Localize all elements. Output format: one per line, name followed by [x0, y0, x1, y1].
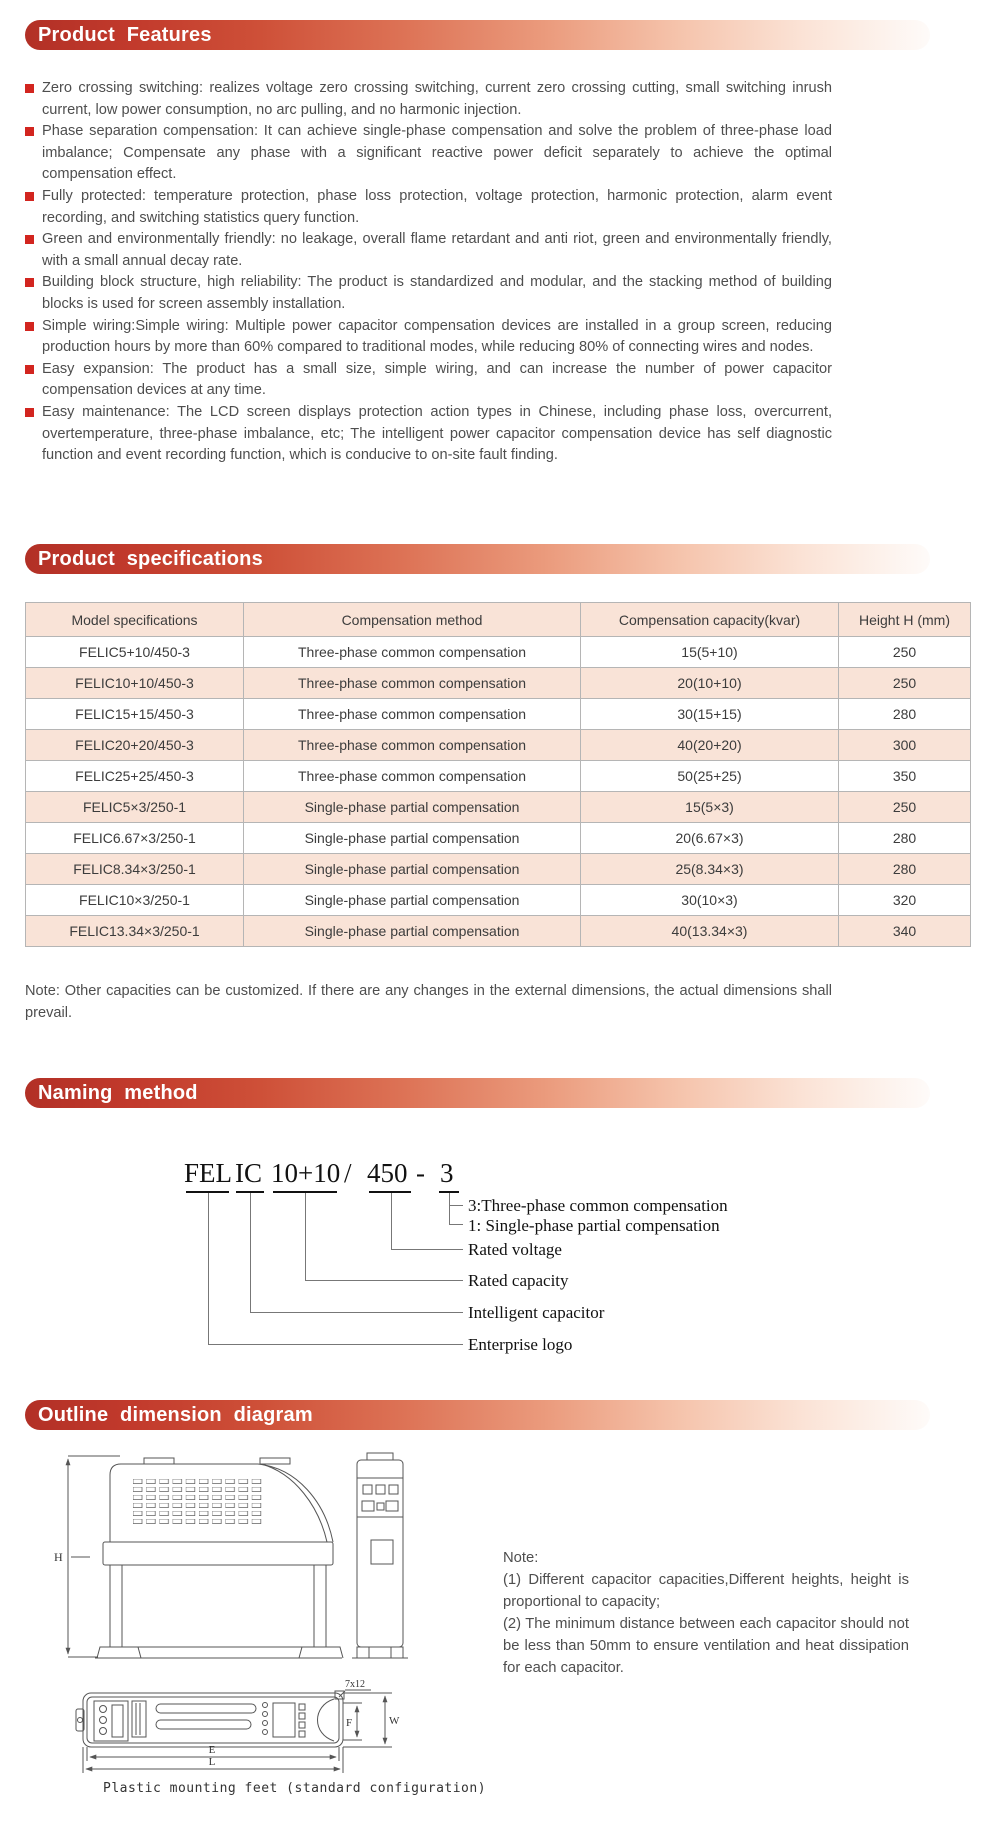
table-row: FELIC10+10/450-3 Three-phase common compensation 20(10+10) 250: [26, 668, 971, 699]
section-title-outline-dimension: Outline dimension diagram: [25, 1400, 930, 1430]
feature-item: Phase separation compensation: It can achieve single-phase compensation and solve the problem of three-phase load imbalance; Compensate any phase with a significant reactive power deficit separately to achieve the optimal compensation effect.: [25, 121, 832, 186]
table-row: FELIC25+25/450-3 Three-phase common compensation 50(25+25) 350: [26, 761, 971, 792]
specifications-note: Note: Other capacities can be customized. If there are any changes in the external dimensions, the actual dimensions shall prevail.: [25, 983, 832, 1021]
table-row: FELIC8.34×3/250-1 Single-phase partial compensation 25(8.34×3) 280: [26, 854, 971, 885]
dimension-label-f: F: [346, 1717, 353, 1729]
mounting-view-drawing: [76, 1690, 392, 1773]
feature-item: Zero crossing switching: realizes voltage zero crossing switching, current zero crossing cutting, small switching inrush current, low power consumption, no arc pulling, and no harmonic injection.: [25, 78, 832, 121]
outline-note-line2: (2) The minimum distance between each capacitor should not be less than 50mm to ensure ventilation and heat dissipation for each capacitor.: [503, 1616, 909, 1676]
col-header-method: Compensation method: [244, 603, 581, 637]
model-segment-dash: -: [416, 1158, 425, 1188]
feature-item: Green and environmentally friendly: no leakage, overall flame retardant and anti riot, green and environmentally friendly, with a small annual decay rate.: [25, 229, 832, 272]
table-row: FELIC10×3/250-1 Single-phase partial compensation 30(10×3) 320: [26, 885, 971, 916]
naming-label-enterprise-logo: Enterprise logo: [468, 1335, 573, 1354]
underline-voltage: [369, 1191, 411, 1193]
naming-label-rated-voltage: Rated voltage: [468, 1240, 562, 1259]
model-segment-phase: 3: [440, 1158, 454, 1188]
col-header-capacity: Compensation capacity(kvar): [581, 603, 839, 637]
col-header-model: Model specifications: [26, 603, 244, 637]
section-title-naming-method: Naming method: [25, 1078, 930, 1108]
outline-note: [503, 1547, 909, 1679]
feature-item: Simple wiring:Simple wiring: Multiple power capacitor compensation devices are installed in a group screen, reducing production hours by more than 60% compared to traditional modes, while reducing 80% of connecting wires and nodes.: [25, 316, 832, 359]
table-row: FELIC6.67×3/250-1 Single-phase partial compensation 20(6.67×3) 280: [26, 823, 971, 854]
feature-item: Building block structure, high reliability: The product is standardized and modular, and the stacking method of building blocks is used for screen assembly installation.: [25, 272, 832, 315]
model-segment-type: IC: [235, 1158, 262, 1188]
model-segment-capacity: 10+10: [271, 1158, 341, 1188]
mounting-feet-caption: Plastic mounting feet (standard configuration): [103, 1781, 487, 1796]
dimension-label-h: H: [54, 1550, 63, 1564]
dimension-label-e: E: [208, 1744, 216, 1756]
dimension-label-slot: 7x12: [345, 1679, 365, 1690]
section-title-product-specifications: Product specifications: [25, 544, 930, 574]
section-title-product-features: Product Features: [25, 20, 930, 50]
outline-note-title: Note:: [503, 1550, 539, 1566]
table-row: FELIC15+15/450-3 Three-phase common compensation 30(15+15) 280: [26, 699, 971, 730]
col-header-height: Height H (mm): [839, 603, 971, 637]
feature-list: [25, 78, 832, 467]
outline-dimension-drawing: [40, 1445, 440, 1810]
feature-item: Fully protected: temperature protection, phase loss protection, voltage protection, harmonic protection, alarm event recording, and switching statistics query function.: [25, 186, 832, 229]
feature-item: Easy expansion: The product has a small size, simple wiring, and can increase the number of power capacitor compensation devices at any time.: [25, 359, 832, 402]
table-row: FELIC5+10/450-3 Three-phase common compensation 15(5+10) 250: [26, 637, 971, 668]
table-header-row: [26, 603, 971, 637]
outline-note-line1: (1) Different capacitor capacities,Different heights, height is proportional to capacity;: [503, 1572, 909, 1610]
model-segment-slash: /: [344, 1158, 352, 1188]
dimension-label-w: W: [389, 1715, 400, 1727]
feature-item: Easy maintenance: The LCD screen displays protection action types in Chinese, including phase loss, overcurrent, overtemperature, three-phase imbalance, etc; The intelligent power capacitor compensation device has self diagnostic function and event recording function, which is conducive to on-site fault finding.: [25, 402, 832, 467]
model-segment-brand: FEL: [184, 1158, 233, 1188]
naming-label-code1: 1: Single-phase partial compensation: [468, 1216, 720, 1235]
front-view-drawing: [68, 1456, 343, 1658]
table-row: FELIC13.34×3/250-1 Single-phase partial compensation 40(13.34×3) 340: [26, 916, 971, 947]
specifications-table: [25, 602, 971, 947]
side-view-drawing: [352, 1453, 408, 1658]
dimension-label-l: L: [208, 1756, 216, 1768]
naming-label-code3: 3:Three-phase common compensation: [468, 1196, 728, 1215]
model-segment-voltage: 450: [367, 1158, 408, 1188]
naming-label-rated-capacity: Rated capacity: [468, 1271, 569, 1290]
naming-label-intelligent-capacitor: Intelligent capacitor: [468, 1303, 605, 1322]
table-row: FELIC20+20/450-3 Three-phase common compensation 40(20+20) 300: [26, 730, 971, 761]
table-row: FELIC5×3/250-1 Single-phase partial compensation 15(5×3) 250: [26, 792, 971, 823]
